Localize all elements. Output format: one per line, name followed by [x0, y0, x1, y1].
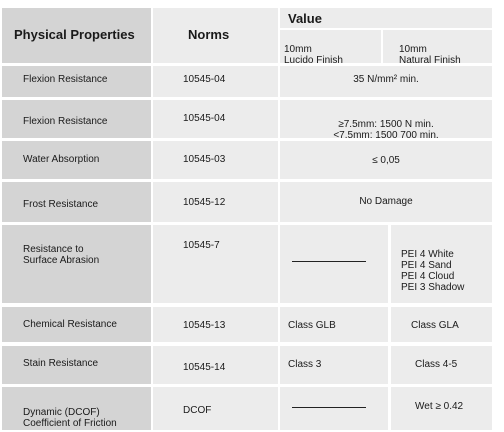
table-row-property — [2, 100, 151, 138]
header-natural-label: 10mm Natural Finish — [399, 44, 461, 66]
natural-value: Wet ≥ 0.42 — [415, 401, 464, 412]
table-row-value — [280, 141, 492, 179]
table-row-value — [280, 100, 492, 141]
norm-value: 10545-7 — [183, 240, 220, 251]
property-label: Stain Resistance — [23, 358, 99, 369]
property-value: No Damage — [359, 196, 413, 207]
lucido-value: Class 3 — [288, 359, 322, 370]
table-row-lucido — [280, 225, 388, 303]
norm-value: 10545-12 — [183, 197, 226, 208]
header-lucido-cell — [280, 30, 381, 66]
natural-value: Class 4-5 — [415, 359, 458, 370]
table-row-norm — [153, 346, 278, 384]
norm-value: 10545-03 — [183, 154, 226, 165]
property-label: Water Absorption — [23, 154, 100, 165]
table-row-norm — [153, 182, 278, 222]
norm-value: 10545-14 — [183, 362, 226, 373]
natural-value: PEI 4 White PEI 4 Sand PEI 4 Cloud PEI 3 Shadow — [401, 249, 465, 293]
table-row-norm — [153, 387, 278, 430]
table-row-lucido — [280, 346, 388, 384]
table-row-lucido — [280, 387, 388, 430]
table-row-property — [2, 346, 151, 384]
norm-value: 10545-04 — [183, 113, 226, 124]
table-row-value — [280, 66, 492, 97]
table-row-natural — [391, 307, 492, 342]
not-applicable-line — [292, 261, 366, 262]
property-label: Dynamic (DCOF) Coefficient of Friction — [23, 407, 117, 429]
table-row-natural — [391, 346, 492, 384]
header-norms-label: Norms — [188, 27, 230, 42]
natural-value: Class GLA — [411, 320, 459, 331]
table-row-property — [2, 387, 151, 430]
header-natural-cell — [383, 30, 492, 66]
header-norms-cell — [153, 8, 278, 63]
property-label: Flexion Resistance — [23, 74, 108, 85]
lucido-value: Class GLB — [288, 320, 336, 331]
table-row-value — [280, 182, 492, 222]
table-row-natural — [391, 225, 492, 303]
property-label: Chemical Resistance — [23, 319, 117, 330]
header-property-cell — [2, 8, 151, 63]
table-row-property — [2, 182, 151, 222]
property-label: Resistance to Surface Abrasion — [23, 244, 100, 266]
property-value: ≤ 0,05 — [372, 155, 400, 166]
header-value-label: Value — [288, 11, 322, 26]
property-label: Flexion Resistance — [23, 116, 108, 127]
table-row-property — [2, 141, 151, 179]
property-value: 35 N/mm² min. — [353, 74, 419, 85]
not-applicable-line — [292, 407, 366, 408]
table-row-property — [2, 225, 151, 303]
property-label: Frost Resistance — [23, 199, 99, 210]
norm-value: 10545-04 — [183, 74, 226, 85]
table-row-norm — [153, 307, 278, 342]
norm-value: 10545-13 — [183, 320, 226, 331]
table-row-lucido — [280, 307, 388, 342]
header-property-label: Physical Properties — [14, 27, 135, 42]
table-row-property — [2, 307, 151, 342]
table-row-norm — [153, 100, 278, 138]
header-lucido-label: 10mm Lucido Finish — [284, 44, 343, 66]
norm-value: DCOF — [183, 405, 212, 416]
header-value-cell — [280, 8, 492, 28]
table-row-norm — [153, 141, 278, 179]
table-row-natural — [391, 387, 492, 430]
property-value: ≥7.5mm: 1500 N min. <7.5mm: 1500 700 min. — [333, 119, 439, 141]
table-row-norm — [153, 66, 278, 97]
table-row-property — [2, 66, 151, 97]
table-row-norm — [153, 225, 278, 303]
